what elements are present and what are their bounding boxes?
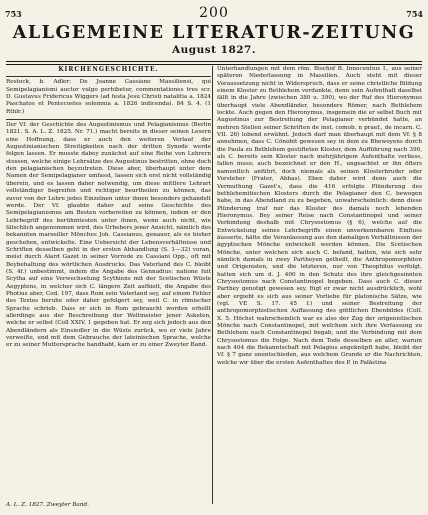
section-title: KIRCHENGESCHICHTE. — [58, 66, 159, 73]
entry-rule — [6, 119, 211, 120]
column-divider — [212, 66, 213, 504]
page-number-left: 753 — [5, 9, 22, 19]
right-column — [217, 66, 422, 506]
left-column — [6, 66, 211, 506]
header-rule — [6, 61, 422, 65]
review-text-left: Der Vf. der Geschichte des Augustinismus und Pelagianismus (Berlin 1821. S. A. L. Z. 1825. Nr. 71.) macht bereits in dieser seinen Lesern eine Hoffnung, dass er auch den weiteren Verlauf der Augustinianischen Streitigkeiten nach der dritten Synode werde folgen lassen. Er musste dabey zunächst auf eine Reihe von Lehrern stossen, welche einige Lehrsätze des Augustinus bestritten, ohne doch den pelagianischen beyzutreten. Diese aber, überhaupt unter dem Namen der Semipelagianer umfasst, lassen sich erst nicht vollständig überein, und es lassen daher notwendig, um diese mittlere Lehrart vollständiger begreifen und richtiger beurtheilen zu können, das zuvor von der Lehre jedes Einzelnen unter ihnen besonders gehandelt werde. Der Vf. glaubte daher auf seine Geschichte des Semipelagianismus am Besten vorbereiten zu können, indem er den Lehrbegriff des berühmtesten unter ihnen, wenn auch nicht, wie fälschlich angenommen wird, des Urhebers jener Ansicht, nämlich des bekannten marseiller Mönches Joh. Cassianus, genauer, als es bisher geschehen, entwickelte. Eine Uebersicht der Lebensverhältnisse und Schriften desselben geht in der ersten Abhandlung (S. 1—32) voran, meist durch Alard Gazet in seiner Vorrede zu Cassiani Opp., oft mit Beybehaltung des wörtlichen Ausdrucks. Das Vaterland des C. bleibt (S. 4f.) unbestimmt, indem die Angabe des Gennadius: natione fuit Scytha auf eine Verwechselung Scythiens mit der Scetischen Wüste Aegyptens, in welcher sich C. längere Zeit aufhielt, die Angabe des Photius aber, Cod. 197, dass Rom sein Vaterland sey, auf einem Fehler des Textes beruhe oder daher gefolgert sey, weil C. in römischer Sprache schrieb. Dass er sich in Rom gebraucht worden erhellt allerdings aus der Beschreibung der Weltmeister jener Asketen, welche er selbst (Coll XXIV. 1 gegeben hat. Er zog sich jedoch aus den Abendländern als Einsiedler in die Wüste zurück, wo er viele Jahre verweilte, und mit dem Gebrauche der lateinischen Sprache, welche er zu seiner Muttersprache handhabt, kam er zu einer Zweyter Band. — [6, 122, 211, 349]
page-number-right: 754 — [406, 9, 423, 19]
book-entry: Rostock, b. Adler: De Joanne Cassiano Massiliensi, qui Semipelagianismi auctor vulgo perhibetur, commentationes tres scr. D. Gustavus Fridericus Wiggers (ad festa Jesu Christi natalitia a. 1824 Paschatos et Pentecostes solemnia a. 1826 indicenda). 84 S. 4. (1 Rthlr.) — [6, 79, 211, 115]
masthead-title: ALLGEMEINE LITERATUR-ZEITUNG — [12, 23, 416, 43]
issue-number: 200 — [199, 5, 229, 21]
section-rule — [6, 76, 211, 77]
review-text-right: Unterhandlungen mit dem röm. Bischof B. Innocentius I., aus seiner späteren Niederlassung in Massilien. Auch steht mit dieser Voraussetzung nicht in Widerspruch, dass er seine christliche Bildung einem Kloster zu Bethlehem verdankte, denn sein Aufenthalt daselbst fällt in die Jahre (zwischen 380 u. 390), wo der Ruf des Hieronymus überhaupt viele Abendländer, besonders Römer, nach Bethlehem lockte. Auch gegen den Hieronymus, insgemein die er selbst Buch mit Augustinus zur Bestreitung der Pelagianer verbündet hatte, an mehren Stellen seiner Schriften de inst. comob. n praef., de incarn. C. VII. 26) lobend erwähnt. Jedoch darf man überhaupt mit dem Vf. § 8 annehmen, dass C. Cönobit gewesen sey in dem zu Bhewoyens durch die Paula zu Bethlehem gestifteten Kloster, dem Aufführung nach 390, als C. bereits sein Kloster nach mehrjährigem Aufenthalte verliess, fallen muss; auch bezeichnet er den H., ungeachtet er ihn öfters namentlich anführt, doch niemals als seinen Klosterbruder oder Vorsteher (Frater, Abbas). Eben daher wird denn auch die Vermuthung Gazet's, dass die 416 erfolgte Plünderung des bethlehemitischen Klosters durch die Pelagianer den C. bewogen habe, in das Abendland zu zu begeben, unwahrscheinlich: denn diese Plünderung traf nur das Kloster des damals noch lebenden Hieronymus. Bey seiner Reise nach Constantinopel und seiner Verbindung deshalb mit Chrysostomus (§ 6), welche auf die Entwickelung seines Lehrbegriffs einen unverkennbaren Einfluss äusserte, hätte die Veranlassung aus den damaligen Verhältnissen der ägyptischen Mönche entwickelt werden können. Die Scetischen Mönche, unter welchen sich auch C. befand, hatten, wie sich sehr nämlich damals in zwey Partheyen getheilt, die Anthropomorphiten und Origenisten, und die letzteren, nur von Theophilus verfolgt, hatten sich um d. J. 400 in den Schutz des ihre gleichgesinnten Chrysostomus nach Constantinopel begeben. Dass auch C. dieser Parthey genotigt gewesen sey, fügt er zwar nicht ausdrücklich, wohl aber ergiebt es sich aus seiner Vorliebe für platonische Sätze, wie (vgl. VE S. 17. 45 f.) und seiner Bestreitung der anthropomorphistischen Auffassung des göttlichen Ebenbildes (Coll. X. 5. Höchst wahrscheinlich war es also der Zug der origenistischen Mönche nach Constantinopel, mit welchem sich ihre Verfassung zu Bethlehem nach Constantinopel begab, und die Verbindung mit dem Chrysostomus die Folge. Nach dem Tode desselben an aller, warum nach 404 die Bekanntschaft mit Pelagius angeknüpft habe, bleibt der Vf. § 7 ganz unentschieden, aus welchem Grunde er die Nachrichten, welche wir über die ersten Aufenthaltes des P. in Palästina — [217, 66, 422, 366]
issue-date: August 1827. — [171, 44, 257, 56]
footer-signature: A. L. Z. 1827. Zweyter Band. — [6, 502, 89, 508]
